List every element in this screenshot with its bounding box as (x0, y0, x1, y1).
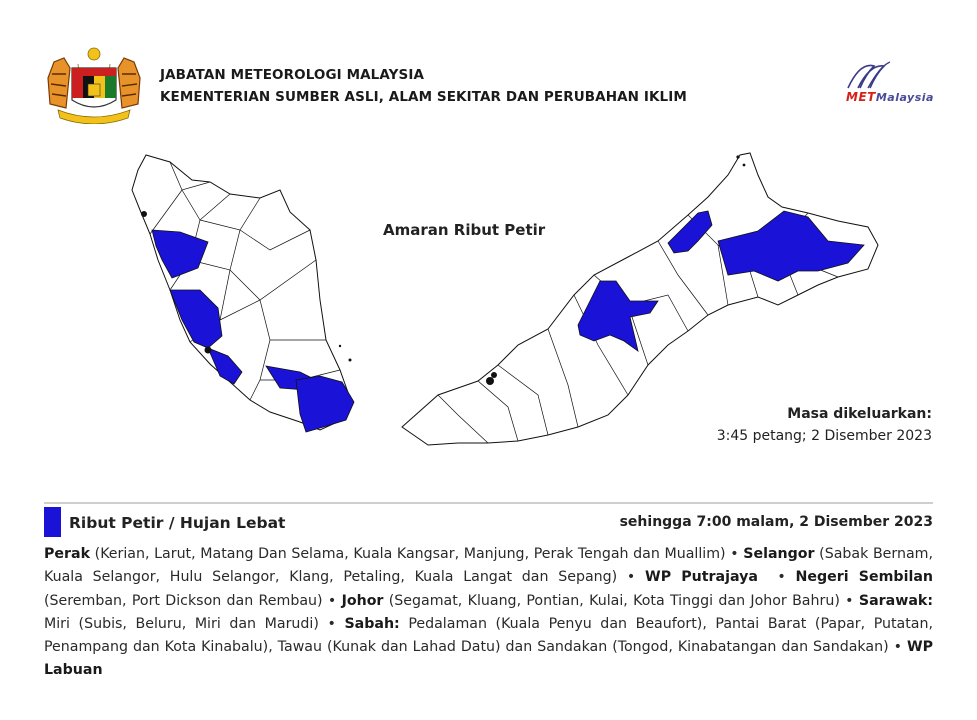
region-state: Sarawak: (858, 592, 934, 609)
peninsular-malaysia-map (110, 150, 370, 440)
logo-text (846, 90, 934, 104)
region-state: Sabah: (344, 615, 400, 632)
issued-time: 3:45 petang; 2 Disember 2023 (716, 428, 932, 444)
borneo-outline (402, 153, 878, 445)
region-state: Perak (44, 546, 91, 562)
region-state: Negeri Sembilan (795, 569, 933, 586)
region-state: Johor (341, 592, 384, 609)
warning-title: Ribut Petir / Hujan Lebat (69, 514, 286, 532)
issued-block (717, 403, 932, 447)
region-areas: (Segamat, Kluang, Pontian, Kulai, Kota Tinggi dan Johor Bahru) (388, 592, 840, 609)
ministry-name: KEMENTERIAN SUMBER ASLI, ALAM SEKITAR DAN PERUBAHAN IKLIM (160, 89, 687, 105)
region-areas: (Sabak Bernam, Kuala Selangor, Hulu Selangor, Klang, Petaling, Kuala Langat dan Sepang) (44, 546, 933, 586)
region-areas: (Kerian, Larut, Matang Dan Selama, Kuala Kangsar, Manjung, Perak Tengah dan Muallim) (94, 546, 726, 562)
coat-of-arms-icon (44, 44, 144, 124)
section-divider (44, 502, 933, 504)
region-areas: Pedalaman (Kuala Penyu dan Beaufort), Pantai Barat (Papar, Putatan, Penampang dan Kota Kinabalu), Tawau (Kunak dan Lahad Datu) dan Sandakan (Tongod, Kinabatangan dan Sandakan) (44, 615, 934, 656)
warning-until: sehingga 7:00 malam, 2 Disember 2023 (619, 514, 933, 530)
map-title: Amaran Ribut Petir (383, 221, 546, 239)
issued-label: Masa dikeluarkan: (787, 406, 932, 422)
region-state: WP Putrajaya (645, 569, 758, 586)
logo-country: Malaysia (875, 91, 934, 104)
region-state: WP Labuan (44, 639, 933, 679)
region-areas: (Seremban, Port Dickson dan Rembau) (44, 592, 323, 609)
legend-color-bar (44, 507, 61, 537)
warning-regions: Perak (Kerian, Larut, Matang Dan Selama, Kuala Kangsar, Manjung, Perak Tengah dan Muallim) • Selangor (Sabak Bernam, Kuala Selangor, Hulu Selangor, Klang, Petaling, Kuala Langat dan Sepang) • WP Putrajaya • Negeri Sembilan (Seremban, Port Dickson dan Rembau) • Johor (Segamat, Kluang, Pontian, Kulai, Kota Tinggi dan Johor Bahru) • Sarawak: Miri (Subis, Beluru, Miri dan Marudi) • Sabah: Pedalaman (Kuala Penyu dan Beaufort), Pantai Barat (Papar, Putatan, Penampang dan Kota Kinabalu), Tawau (Kunak dan Lahad Datu) dan Sandakan (Tongod, Kinabatangan dan Sandakan) • WP Labuan (44, 546, 934, 679)
agency-name: JABATAN METEOROLOGI MALAYSIA (160, 67, 425, 83)
header-agency (160, 64, 687, 108)
region-areas: Miri (Subis, Beluru, Miri dan Marudi) (44, 615, 319, 632)
region-state: Selangor (743, 546, 815, 562)
logo-met: MET (846, 90, 876, 104)
